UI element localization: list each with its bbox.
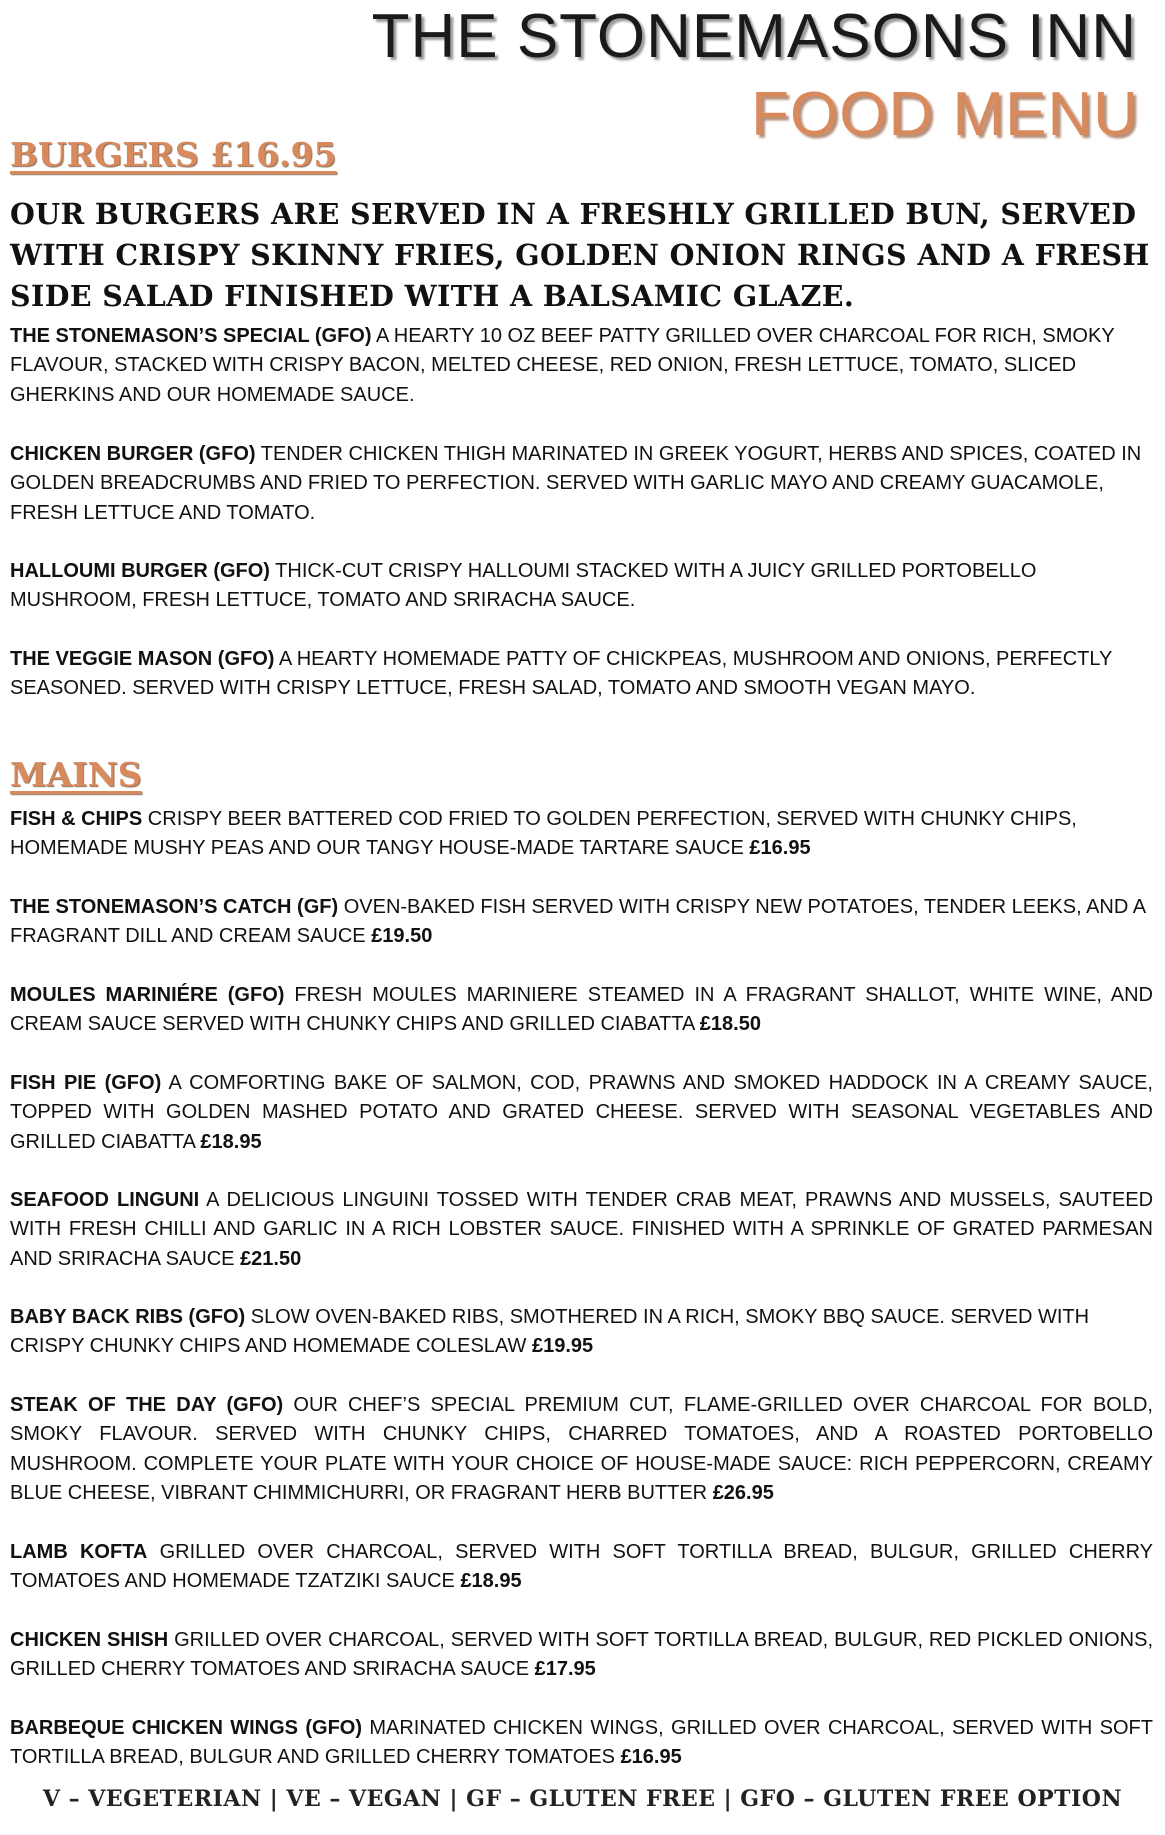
item-description: FRESH MOULES MARINIERE STEAMED IN A FRAGRANT SHALLOT, WHITE WINE, AND CREAM SAUCE SERVED WITH CHUNKY CHIPS AND GRILLED CIABATTA xyxy=(10,984,1153,1036)
item-name: LAMB KOFTA xyxy=(10,1541,148,1563)
menu-item-moules-mariniere xyxy=(10,981,1153,1040)
page-subtitle: FOOD MENU xyxy=(751,80,1139,149)
menu-item-chicken-shish xyxy=(10,1626,1153,1685)
page-title: THE STONEMASONS INN xyxy=(371,2,1137,71)
dietary-legend: V – VEGETERIAN | VE – VEGAN | GF – GLUTEN FREE | GFO – GLUTEN FREE OPTION xyxy=(42,1786,1123,1812)
item-price: £21.50 xyxy=(240,1247,302,1270)
item-name: CHICKEN BURGER (GFO) xyxy=(10,443,256,465)
item-description: OVEN-BAKED FISH SERVED WITH CRISPY NEW POTATOES, TENDER LEEKS, AND A FRAGRANT DILL AND CREAM SAUCE xyxy=(10,896,1146,948)
item-price: £16.95 xyxy=(749,837,811,860)
item-description: SLOW OVEN-BAKED RIBS, SMOTHERED IN A RICH, SMOKY BBQ SAUCE. SERVED WITH CRISPY CHUNKY CHIPS AND HOMEMADE COLESLAW xyxy=(10,1306,1090,1358)
item-price: £18.95 xyxy=(200,1130,262,1153)
item-name: MOULES MARINIÉRE (GFO) xyxy=(10,984,285,1006)
item-name: THE STONEMASON’S SPECIAL (GFO) xyxy=(10,325,372,347)
item-price: £19.95 xyxy=(531,1335,594,1358)
menu-item-fish-pie xyxy=(10,1069,1153,1157)
menu-item-steak-of-the-day xyxy=(10,1391,1153,1509)
menu-item-lamb-kofta xyxy=(10,1538,1153,1597)
menu-item-veggie-mason xyxy=(10,645,1153,704)
item-description: A DELICIOUS LINGUINI TOSSED WITH TENDER CRAB MEAT, PRAWNS AND MUSSELS, SAUTEED WITH FRESH CHILLI AND GARLIC IN A RICH LOBSTER SAUCE. FINISHED WITH A SPRINKLE OF GRATED PARMESAN AND SRIRACHA SAUCE xyxy=(10,1189,1154,1270)
burgers-intro: OUR BURGERS ARE SERVED IN A FRESHLY GRILLED BUN, SERVED WITH CRISPY SKINNY FRIES, GOLDEN ONION RINGS AND A FRESH SIDE SALAD FINISHED WITH A BALSAMIC GLAZE. xyxy=(10,197,1150,313)
item-price: £18.50 xyxy=(699,1013,761,1036)
menu-item-halloumi-burger xyxy=(10,557,1153,616)
item-description: A HEARTY HOMEMADE PATTY OF CHICKPEAS, MUSHROOM AND ONIONS, PERFECTLY SEASONED. SERVED WITH CRISPY LETTUCE, FRESH SALAD, TOMATO AND SMOOTH VEGAN MAYO. xyxy=(10,648,1113,700)
item-name: THE VEGGIE MASON (GFO) xyxy=(10,648,275,670)
item-name: HALLOUMI BURGER (GFO) xyxy=(10,560,270,582)
item-name: BABY BACK RIBS (GFO) xyxy=(10,1306,246,1328)
item-name: STEAK OF THE DAY (GFO) xyxy=(10,1394,284,1416)
item-description: GRILLED OVER CHARCOAL, SERVED WITH SOFT TORTILLA BREAD, BULGUR, RED PICKLED ONIONS, GRILLED CHERRY TOMATOES AND SRIRACHA SAUCE xyxy=(10,1629,1154,1681)
menu-item-bbq-chicken-wings xyxy=(10,1714,1153,1773)
item-description: GRILLED OVER CHARCOAL, SERVED WITH SOFT TORTILLA BREAD, BULGUR, GRILLED CHERRY TOMATOES AND HOMEMADE TZATZIKI SAUCE xyxy=(10,1541,1153,1593)
item-description: THICK-CUT CRISPY HALLOUMI STACKED WITH A JUICY GRILLED PORTOBELLO MUSHROOM, FRESH LETTUCE, TOMATO AND SRIRACHA SAUCE. xyxy=(10,560,1037,612)
item-name: CHICKEN SHISH xyxy=(10,1629,169,1651)
item-name: FISH & CHIPS xyxy=(10,808,143,830)
menu-item-fish-and-chips xyxy=(10,805,1153,864)
item-price: £26.95 xyxy=(712,1482,774,1505)
menu-item-chicken-burger xyxy=(10,440,1153,528)
item-description: OUR CHEF’S SPECIAL PREMIUM CUT, FLAME-GRILLED OVER CHARCOAL FOR BOLD, SMOKY FLAVOUR. SERVED WITH CHUNKY CHIPS, CHARRED TOMATOES, AND A ROASTED PORTOBELLO MUSHROOM. COMPLETE YOUR PLATE WITH YOUR CHOICE OF HOUSE-MADE SAUCE: RICH PEPPERCORN, CREAMY BLUE CHEESE, VIBRANT CHIMMICHURRI, OR FRAGRANT HERB BUTTER xyxy=(10,1394,1153,1505)
item-price: £18.95 xyxy=(460,1570,522,1593)
item-name: THE STONEMASON’S CATCH (GF) xyxy=(10,896,339,918)
item-description: MARINATED CHICKEN WINGS, GRILLED OVER CHARCOAL, SERVED WITH SOFT TORTILLA BREAD, BULGUR AND GRILLED CHERRY TOMATOES xyxy=(10,1717,1153,1769)
menu-item-stonemasons-catch xyxy=(10,893,1153,952)
item-description: CRISPY BEER BATTERED COD FRIED TO GOLDEN PERFECTION, SERVED WITH CHUNKY CHIPS, HOMEMADE MUSHY PEAS AND OUR TANGY HOUSE-MADE TARTARE SAUCE xyxy=(10,808,1077,860)
item-name: FISH PIE (GFO) xyxy=(10,1072,162,1094)
item-price: £17.95 xyxy=(534,1658,596,1681)
mains-heading: MAINS xyxy=(10,755,142,794)
menu-item-stonemasons-special xyxy=(10,322,1153,410)
item-description: A COMFORTING BAKE OF SALMON, COD, PRAWNS AND SMOKED HADDOCK IN A CREAMY SAUCE, TOPPED WITH GOLDEN MASHED POTATO AND GRATED CHEESE. SERVED WITH SEASONAL VEGETABLES AND GRILLED CIABATTA xyxy=(10,1072,1153,1153)
item-price: £19.50 xyxy=(371,925,433,948)
menu-item-seafood-linguni xyxy=(10,1186,1153,1274)
item-price: £16.95 xyxy=(620,1746,682,1769)
menu-item-baby-back-ribs xyxy=(10,1303,1153,1362)
item-name: SEAFOOD LINGUNI xyxy=(10,1189,200,1211)
item-name: BARBEQUE CHICKEN WINGS (GFO) xyxy=(10,1717,363,1739)
burgers-heading: BURGERS £16.95 xyxy=(10,135,337,174)
item-description: TENDER CHICKEN THIGH MARINATED IN GREEK YOGURT, HERBS AND SPICES, COATED IN GOLDEN BREADCRUMBS AND FRIED TO PERFECTION. SERVED WITH GARLIC MAYO AND CREAMY GUACAMOLE, FRESH LETTUCE AND TOMATO. xyxy=(10,443,1142,524)
item-description: A HEARTY 10 OZ BEEF PATTY GRILLED OVER CHARCOAL FOR RICH, SMOKY FLAVOUR, STACKED WITH CRISPY BACON, MELTED CHEESE, RED ONION, FRESH LETTUCE, TOMATO, SLICED GHERKINS AND OUR HOMEMADE SAUCE. xyxy=(10,325,1115,406)
